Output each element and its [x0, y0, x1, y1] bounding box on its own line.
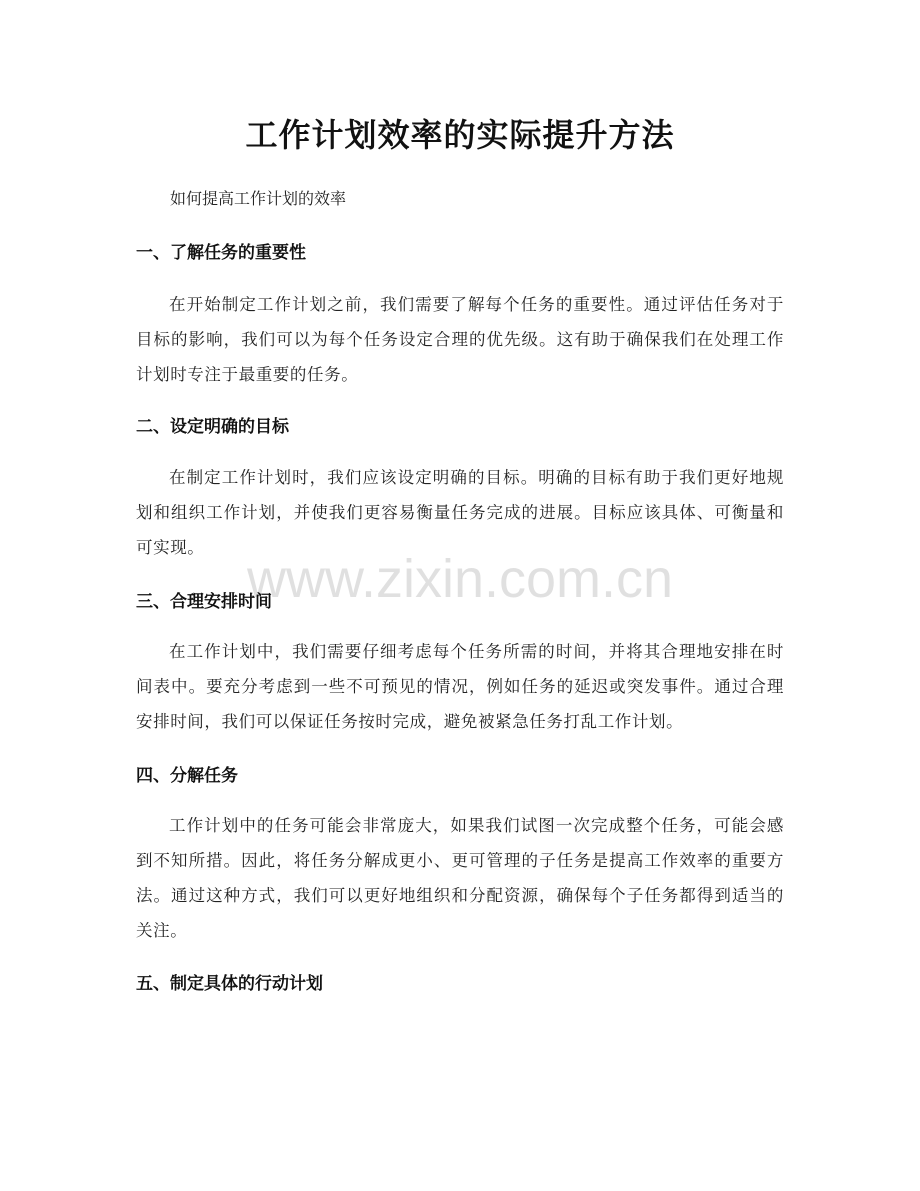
- watermark-text: www.zixin.com.cn: [246, 549, 674, 609]
- section-body-3: 在工作计划中，我们需要仔细考虑每个任务所需的时间，并将其合理地安排在时间表中。要充分考虑到一些不可预见的情况，例如任务的延迟或突发事件。通过合理安排时间，我们可以保证任务按时完成，避免被紧急任务打乱工作计划。: [136, 642, 784, 731]
- section-heading-1: 一、了解任务的重要性: [136, 243, 306, 263]
- section-body-2: 在制定工作计划时，我们应该设定明确的目标。明确的目标有助于我们更好地规划和组织工作计划，并使我们更容易衡量任务完成的进展。目标应该具体、可衡量和可实现。: [136, 468, 784, 557]
- section-heading-2: 二、设定明确的目标: [136, 417, 289, 437]
- section-body-4: 工作计划中的任务可能会非常庞大，如果我们试图一次完成整个任务，可能会感到不知所措。因此，将任务分解成更小、更可管理的子任务是提高工作效率的重要方法。通过这种方式，我们可以更好地组织和分配资源，确保每个子任务都得到适当的关注。: [136, 816, 784, 940]
- section-heading-3: 三、合理安排时间: [136, 592, 272, 612]
- page-title: 工作计划效率的实际提升方法: [245, 116, 675, 154]
- section-heading-4: 四、分解任务: [136, 766, 238, 786]
- section-heading-5: 五、制定具体的行动计划: [136, 974, 323, 994]
- intro-line: 如何提高工作计划的效率: [170, 189, 347, 208]
- section-body-1: 在开始制定工作计划之前，我们需要了解每个任务的重要性。通过评估任务对于目标的影响，我们可以为每个任务设定合理的优先级。这有助于确保我们在处理工作计划时专注于最重要的任务。: [136, 295, 784, 384]
